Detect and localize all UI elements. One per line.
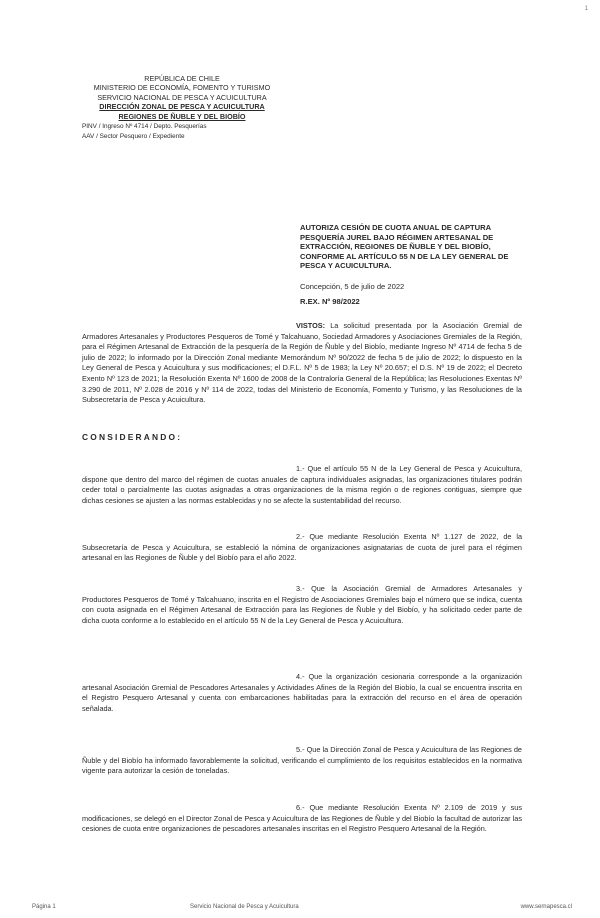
footer-right: www.sernapesca.cl [520,904,572,910]
institution-header [82,74,282,141]
header-line-4: DIRECCIÓN ZONAL DE PESCA Y ACUICULTURA [99,102,265,112]
header-line-5: REGIONES DE ÑUBLE Y DEL BIOBÍO [118,111,246,121]
vistos-text: La solicitud presentada por la Asociación Gremial de Armadores Artesanales y Productores Pesqueros de Tomé y Talcahuano, Sociedad Armadores y Asociaciones Gremiales de la Región, para el Régimen Artesanal de Extracción de la pesquería de la Región de Ñuble y del Biobío, mediante Ingreso Nº 4714 de fecha 5 de julio de 2022; lo informado por la Dirección Zonal mediante Memorándum Nº 90/2022 de fecha 5 de julio de 2022; lo dispuesto en la Ley General de Pesca y Acuicultura y sus modificaciones; el D.F.L. Nº 5 de 1983; la Ley Nº 20.657; el D.S. Nº 19 de 2022; el Decreto Exento Nº 123 de 2021; la Resolución Exenta Nº 1600 de 2008 de la Contraloría General de la República; las Resoluciones Exentas Nº 3.290 de 2011, Nº 2.028 de 2016 y Nº 114 de 2022, todas del Ministerio de Economía, Fomento y Turismo, y las Resoluciones de la Subsecretaría de Pesca y Acuicultura. [82,321,523,405]
vistos-lead: VISTOS: [296,321,326,330]
considerando-paragraph-3 [82,584,522,626]
paragraph-lead: 1.- Que el artículo 55 N de la Ley General de Pesca y Acuicultura, [296,464,522,473]
paragraph-text: de las Regiones de Ñuble y del Biobío ha informado favorablemente la solicitud, verificando el cumplimiento de los requisitos establecidos en la normativa vigente para autorizar la cesión de toneladas. [82,745,522,776]
considerando-paragraph-2 [82,532,522,564]
paragraph-lead: 6.- Que mediante Resolución Exenta Nº 2.109 de 2019 y sus [296,803,522,812]
considerando-paragraph-4 [82,672,522,714]
considerando-paragraph-6 [82,803,522,835]
vistos-paragraph [82,321,522,406]
paragraph-text: de la Subsecretaría de Pesca y Acuicultura, se estableció la nómina de organizaciones asignatarias de cuota de jurel para el régimen artesanal en las Regiones de Ñuble y del Biobío para el año 2022. [82,532,523,563]
resolution-number: R.EX. Nº 98/2022 [300,297,360,306]
footer-center: Servicio Nacional de Pesca y Acuicultura [190,904,299,910]
header-line-2: MINISTERIO DE ECONOMÍA, FOMENTO Y TURISMO [93,83,271,93]
header-ref-2: AAV / Sector Pesquero / Expediente [82,133,185,141]
paragraph-text: modificaciones, se delegó en el Director Zonal de Pesca y Acuicultura de las Regiones de Ñuble y del Biobío la facultad de autorizar las cesiones de cuota entre organizaciones de pescadores artesanales inscritas en el Registro Pesquero Artesanal de la Región. [82,813,522,834]
resolution-title: AUTORIZA CESIÓN DE CUOTA ANUAL DE CAPTURA PESQUERÍA JUREL BAJO RÉGIMEN ARTESANAL DE EXTRACCIÓN, REGIONES DE ÑUBLE Y DEL BIOBÍO, CONFORME AL ARTÍCULO 55 N DE LA LEY GENERAL DE PESCA Y ACUICULTURA. [300,223,509,271]
considerando-paragraph-5 [82,745,522,777]
considerando-paragraph-1 [82,464,522,506]
paragraph-lead: 4.- Que la organización cesionaria corresponde a la organización [296,672,522,681]
paragraph-text: artesanal Asociación Gremial de Pescadores Artesanales y Actividades Afines de la Región del Biobío, la cual se encuentra inscrita en el Registro Pesquero Artesanal y cuenta con embarcaciones habilitadas para la extracción del recurso en el área de operación señalada. [82,682,522,713]
paragraph-lead: 5.- Que la Dirección Zonal de Pesca y Acuicultura [296,745,458,754]
header-line-3: SERVICIO NACIONAL DE PESCA Y ACUICULTURA [97,92,267,102]
paragraph-text: y Productores Pesqueros de Tomé y Talcahuano, inscrita en el Registro de Asociaciones Gremiales bajo el número que se indica, cuenta con cuota asignada en el Régimen Artesanal de Extracción para las Regiones de Ñuble y del Biobío, y ha solicitado ceder parte de dicha cuota conforme a lo establecido en el artículo 55 N de la Ley General de Pesca y Acuicultura. [82,584,523,625]
header-line-1: REPÚBLICA DE CHILE [144,74,220,83]
page-marker: 1 [584,6,588,12]
paragraph-text: dispone que dentro del marco del régimen de cuotas anuales de captura individuales asignadas, las organizaciones titulares podrán ceder total o parcialmente las cuotas asignadas a otras organizaciones de la misma región o de regiones contiguas, siempre que dichas cesiones se ajusten a las normas establecidas y no se afecte la sustentabilidad del recurso. [82,474,522,505]
place-date: Concepción, 5 de julio de 2022 [300,282,405,291]
footer-left: Página 1 [32,904,56,910]
considerando-heading: CONSIDERANDO: [82,432,183,442]
header-ref-1: PINV / Ingreso Nº 4714 / Depto. Pesquerías [82,123,207,131]
paragraph-lead: 3.- Que la Asociación Gremial de Armadores Artesanales [296,584,512,593]
paragraph-lead: 2.- Que mediante Resolución Exenta Nº 1.127 de 2022, [296,532,499,541]
